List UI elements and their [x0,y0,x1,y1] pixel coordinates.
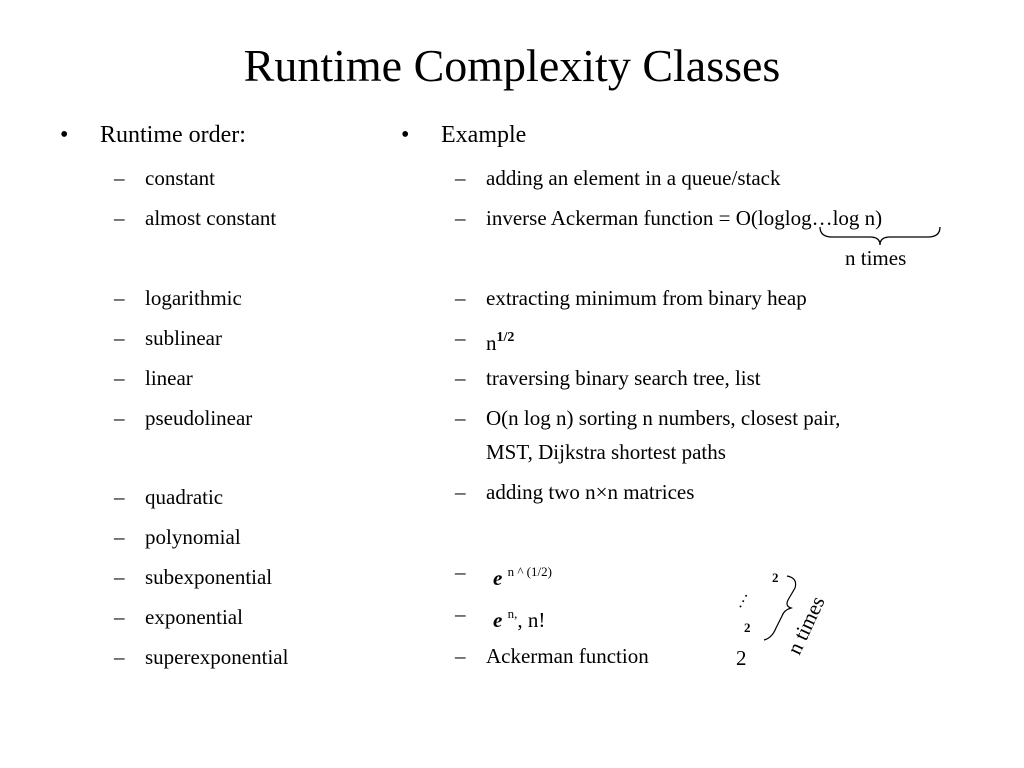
e-exponent: n, [507,606,518,621]
dash-icon: – [114,206,125,230]
dash-icon: – [114,565,125,589]
slide-title: Runtime Complexity Classes [243,40,781,91]
list-item-label: polynomial [145,525,241,549]
list-item-label: linear [145,366,193,390]
dash-icon: – [114,166,125,190]
factorial-text: , n! [517,608,546,632]
sqrt-exponent: 1/2 [496,330,515,345]
dash-icon: – [114,485,125,509]
dash-icon: – [114,366,125,390]
list-item-label: extracting minimum from binary heap [486,286,807,310]
dash-icon: – [114,326,125,350]
dash-icon: – [455,366,466,390]
list-item-label [486,326,514,355]
list-item-label: traversing binary search tree, list [486,366,761,390]
left-heading-label: Runtime order: [100,122,246,148]
e-symbol: e [493,608,503,632]
dash-icon: – [455,602,466,626]
list-item-label: constant [145,166,215,190]
list-item-label: pseudolinear [145,406,253,430]
list-item-label: sublinear [145,326,222,350]
list-item-label-continued: MST, Dijkstra shortest paths [486,440,726,464]
dash-icon: – [114,645,125,669]
dash-icon: – [114,406,125,430]
list-item-label [493,602,545,632]
list-item-label: superexponential [145,645,289,669]
sqrt-base: n [486,331,497,355]
bullet-icon: • [60,122,69,148]
list-item-label: adding an element in a queue/stack [486,166,781,190]
list-item-label: inverse Ackerman function = O(loglog…log n) [486,206,883,230]
list-item-label: O(n log n) sorting n numbers, closest pair, [486,406,841,430]
list-item-label: quadratic [145,485,224,509]
tower-n-times-label: n times [782,592,830,659]
dash-icon: – [455,286,466,310]
dash-icon: – [455,206,466,230]
list-item-label [493,560,552,590]
dash-icon: – [114,286,125,310]
tower-middle: 2 [744,620,751,635]
list-item-label: exponential [145,605,243,629]
e-symbol: e [493,566,503,590]
list-item-label: Ackerman function [486,644,649,668]
n-times-label: n times [845,246,907,270]
tower-base: 2 [736,646,747,670]
dash-icon: – [455,406,466,430]
dash-icon: – [455,560,466,584]
tower-dots: . . . [730,589,751,610]
bullet-icon: • [401,122,410,148]
underbrace-icon [818,225,942,247]
dash-icon: – [114,525,125,549]
list-item-label: subexponential [145,565,273,589]
dash-icon: – [455,644,466,668]
list-item-label: logarithmic [145,286,242,310]
dash-icon: – [455,480,466,504]
dash-icon: – [455,166,466,190]
tower-top: 2 [772,570,779,585]
dash-icon: – [114,605,125,629]
right-heading-label: Example [441,122,527,148]
dash-icon: – [455,326,466,350]
list-item-label: adding two n×n matrices [486,480,695,504]
list-item-label: almost constant [145,206,277,230]
e-exponent: n ^ (1/2) [507,564,552,579]
